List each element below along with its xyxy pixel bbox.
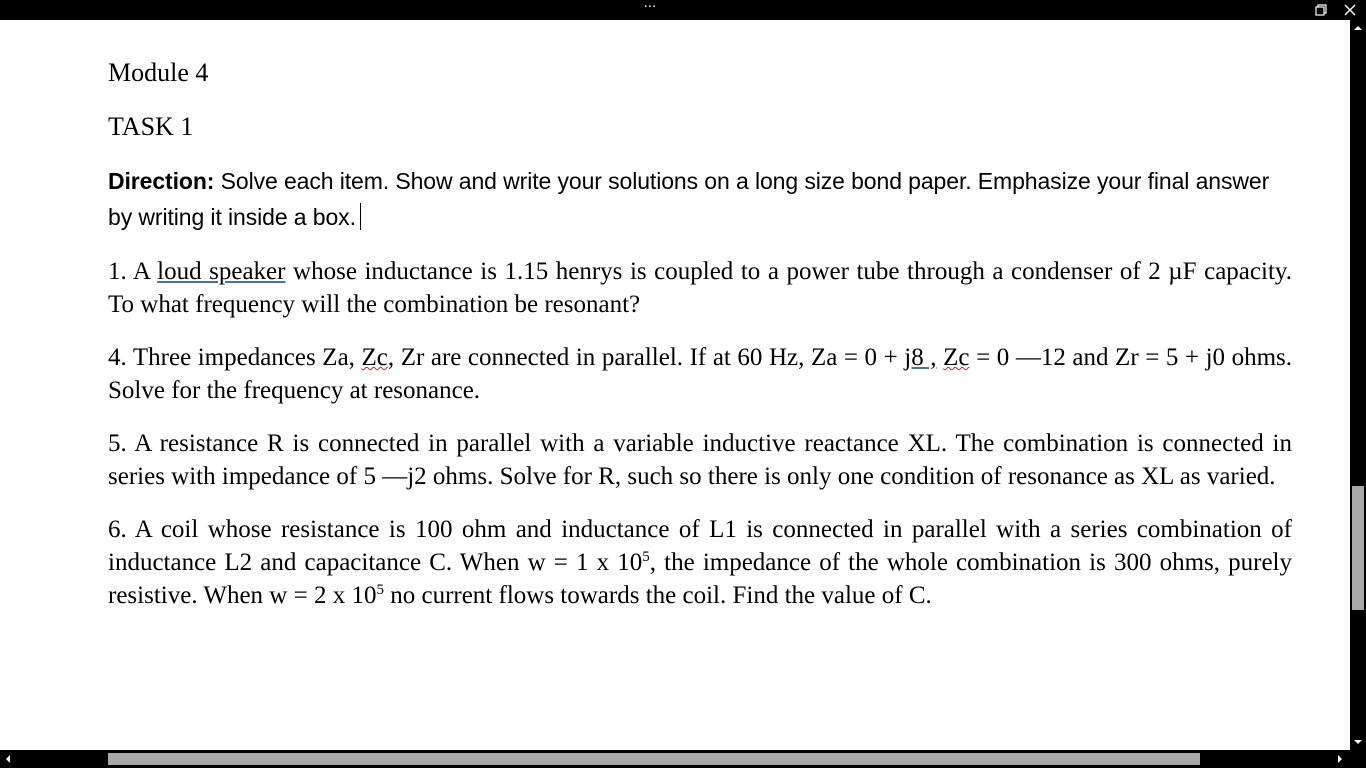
horizontal-scrollbar[interactable] [0, 750, 1350, 768]
item-text: Three impedances Za, [132, 344, 355, 371]
problem-item-6 [108, 513, 1292, 612]
direction-text: Solve each item. Show and write your solutions on a long size bond paper. Emphasize your final answer by writing it inside a box. [108, 168, 1270, 230]
scroll-left-arrow-icon[interactable] [0, 751, 16, 767]
item-number: 5. [108, 430, 127, 457]
title-bar [0, 0, 1366, 20]
item-text: , Zr are connected in parallel. If at 60 Hz, Za = 0 + [387, 344, 898, 371]
item-text: = 0 —12 and Zr = 5 + j0 ohms. Solve for the frequency at resonance. [108, 344, 1293, 404]
exponent: 5 [376, 582, 384, 598]
problem-item-5 [108, 427, 1292, 493]
vertical-scroll-thumb[interactable] [1352, 486, 1364, 610]
task-heading: TASK 1 [108, 112, 194, 141]
item-number: 4. [108, 344, 127, 371]
text-cursor [360, 203, 361, 230]
document-area[interactable] [0, 20, 1350, 750]
item-text: A resistance R is connected in parallel with a variable inductive reactance XL. The combination is connected in series with impedance of 5 —j2 ohms. Solve for R, such so there is only one condition of resonance as XL as varied. [108, 430, 1293, 490]
horizontal-scroll-thumb[interactable] [108, 753, 1200, 765]
scroll-right-arrow-icon[interactable] [1332, 751, 1348, 767]
scroll-down-arrow-icon[interactable] [1350, 734, 1366, 750]
item-text: whose inductance is 1.15 henrys is coupled to a power tube through a condenser of 2 µF capacity. To what frequency will the combination be resonant? [108, 258, 1293, 318]
exponent: 5 [642, 549, 650, 565]
item-text: A [132, 258, 150, 285]
problem-item-4 [108, 341, 1292, 407]
scroll-up-arrow-icon[interactable] [1350, 20, 1366, 36]
vertical-scrollbar[interactable] [1350, 20, 1366, 750]
document-page [108, 56, 1292, 632]
window-menu-button[interactable]: ··· [643, 0, 657, 15]
grammar-flagged-text[interactable]: j8 , [904, 344, 937, 371]
problem-item-1 [108, 255, 1292, 321]
spelling-flagged-text[interactable]: Zc [943, 344, 970, 371]
spelling-flagged-text[interactable]: Zc [361, 344, 388, 371]
direction-paragraph[interactable] [108, 163, 1292, 235]
restore-icon[interactable] [1313, 2, 1329, 18]
item-text: , the impedance of the whole combination is 300 ohms, purely resistive. When w = 2 x 10 [108, 549, 1292, 609]
module-heading: Module 4 [108, 58, 209, 87]
scrollbar-corner [1350, 750, 1366, 768]
item-text: no current flows towards the coil. Find the value of C. [383, 582, 932, 609]
item-text: A coil whose resistance is 100 ohm and inductance of L1 is connected in parallel with a series combination of inductance L2 and capacitance C. When w = 1 x 10 [108, 516, 1293, 576]
item-number: 6. [108, 516, 127, 543]
close-icon[interactable] [1342, 2, 1358, 18]
direction-label: Direction: [108, 168, 215, 194]
grammar-flagged-text[interactable]: loud speaker [157, 258, 286, 285]
item-number: 1. [108, 258, 127, 285]
